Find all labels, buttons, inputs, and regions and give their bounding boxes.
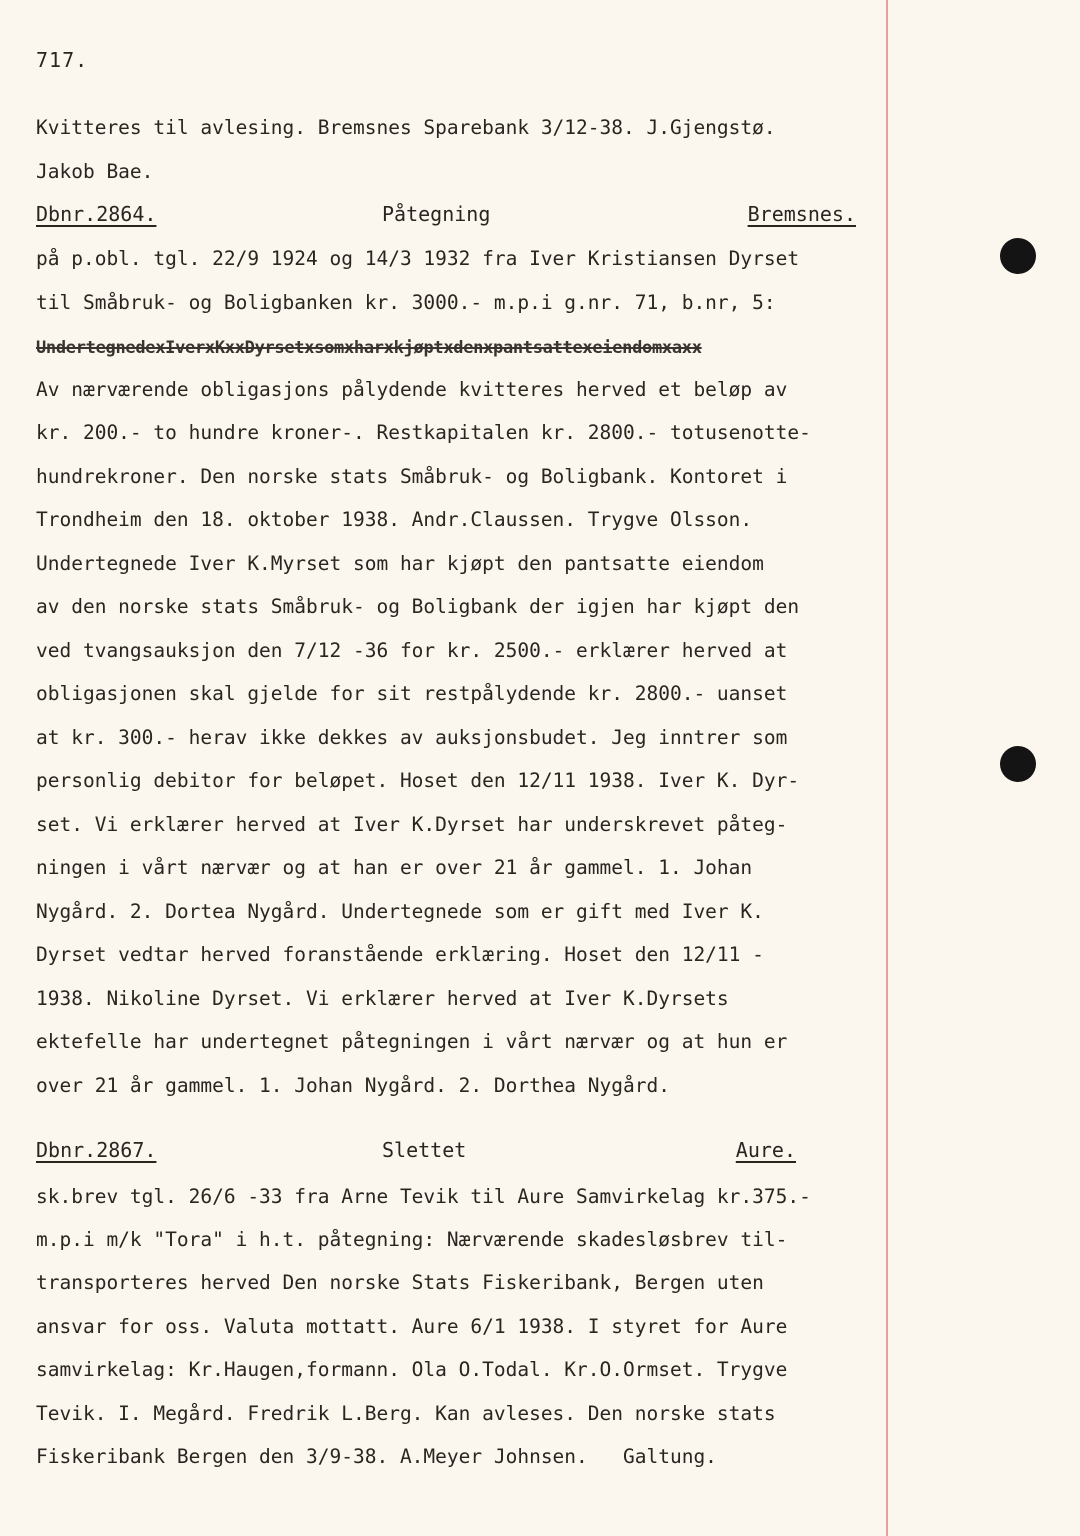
entry-text-line: på p.obl. tgl. 22/9 1924 og 14/3 1932 fra Iver Kristiansen Dyrset [36, 247, 800, 270]
entry-text-line: Nygård. 2. Dortea Nygård. Undertegnede som er gift med Iver K. [36, 900, 764, 923]
entry-text-line: samvirkelag: Kr.Haugen,formann. Ola O.Todal. Kr.O.Ormset. Trygve [36, 1358, 788, 1381]
punch-hole-top [1000, 238, 1036, 274]
entry-text-line: Av nærværende obligasjons pålydende kvitteres herved et beløp av [36, 378, 788, 401]
intro-line: Kvitteres til avlesing. Bremsnes Sparebank 3/12-38. J.Gjengstø. [36, 116, 776, 139]
entry-type: Påtegning [382, 202, 491, 226]
entry-text-line: hundrekroner. Den norske stats Småbruk- og Boligbank. Kontoret i [36, 465, 788, 488]
entry-text-line: ansvar for oss. Valuta mottatt. Aure 6/1 1938. I styret for Aure [36, 1315, 788, 1338]
entry-text-line: av den norske stats Småbruk- og Boligbank der igjen har kjøpt den [36, 595, 800, 618]
entry-place: Aure. [735, 1138, 796, 1162]
entry-text-line: transporteres herved Den norske Stats Fiskeribank, Bergen uten [36, 1271, 764, 1294]
struck-out-line: UndertegnedexIverxKxxDyrsetxsomxharxkjøptxdenxpantsattexeiendomxaxx [36, 338, 702, 358]
page-number: 717. [36, 48, 89, 72]
entry-text-line: 1938. Nikoline Dyrset. Vi erklærer herved at Iver K.Dyrsets [36, 987, 729, 1010]
margin-rule [886, 0, 888, 1536]
entry-text-line: Fiskeribank Bergen den 3/9-38. A.Meyer Johnsen. Galtung. [36, 1445, 717, 1468]
punch-hole-bottom [1000, 746, 1036, 782]
intro-line: Jakob Bae. [36, 160, 154, 183]
entry-text-line: set. Vi erklærer herved at Iver K.Dyrset har underskrevet påteg- [36, 813, 788, 836]
entry-header [36, 1138, 856, 1168]
entry-text-line: m.p.i m/k "Tora" i h.t. påtegning: Nærværende skadesløsbrev til- [36, 1228, 788, 1251]
entry-text-line: Dyrset vedtar herved foranstående erklæring. Hoset den 12/11 - [36, 943, 764, 966]
entry-type: Slettet [382, 1138, 467, 1162]
entry-text-line: personlig debitor for beløpet. Hoset den 12/11 1938. Iver K. Dyr- [36, 769, 800, 792]
entry-text-line: ved tvangsauksjon den 7/12 -36 for kr. 2500.- erklærer herved at [36, 639, 788, 662]
entry-number: Dbnr.2864. [36, 202, 157, 226]
entry-header [36, 202, 856, 232]
entry-text-line: obligasjonen skal gjelde for sit restpålydende kr. 2800.- uanset [36, 682, 788, 705]
entry-text-line: til Småbruk- og Boligbanken kr. 3000.- m.p.i g.nr. 71, b.nr, 5: [36, 291, 776, 314]
entry-text-line: Undertegnede Iver K.Myrset som har kjøpt den pantsatte eiendom [36, 552, 764, 575]
entry-text-line: at kr. 300.- herav ikke dekkes av auksjonsbudet. Jeg inntrer som [36, 726, 788, 749]
entry-text-line: Tevik. I. Megård. Fredrik L.Berg. Kan avleses. Den norske stats [36, 1402, 776, 1425]
entry-text-line: ningen i vårt nærvær og at han er over 21 år gammel. 1. Johan [36, 856, 753, 879]
entry-text-line: kr. 200.- to hundre kroner-. Restkapitalen kr. 2800.- totusenotte- [36, 421, 811, 444]
entry-place: Bremsnes. [747, 202, 856, 226]
entry-text-line: over 21 år gammel. 1. Johan Nygård. 2. Dorthea Nygård. [36, 1074, 670, 1097]
entry-text-line: sk.brev tgl. 26/6 -33 fra Arne Tevik til Aure Samvirkelag kr.375.- [36, 1185, 811, 1208]
entry-text-line: ektefelle har undertegnet påtegningen i vårt nærvær og at hun er [36, 1030, 788, 1053]
entry-number: Dbnr.2867. [36, 1138, 157, 1162]
entry-text-line: Trondheim den 18. oktober 1938. Andr.Claussen. Trygve Olsson. [36, 508, 753, 531]
